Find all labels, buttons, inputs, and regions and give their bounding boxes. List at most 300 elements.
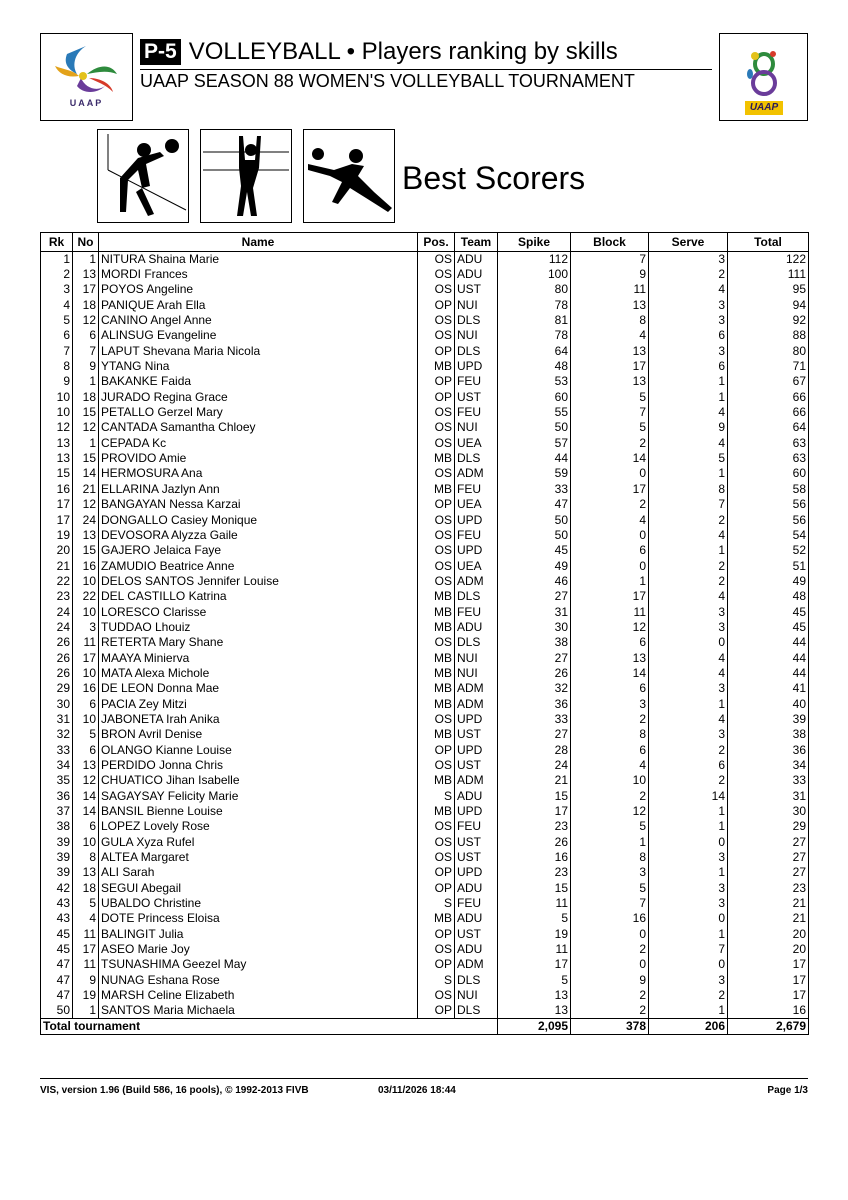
spike-cell: 15 <box>498 789 571 804</box>
position-cell: OP <box>418 298 455 313</box>
rank-cell: 34 <box>41 758 73 773</box>
table-row <box>41 267 809 282</box>
number-cell: 11 <box>73 957 99 972</box>
table-row <box>41 727 809 742</box>
spike-cell: 33 <box>498 482 571 497</box>
table-row <box>41 1003 809 1018</box>
total-cell: 27 <box>728 850 809 865</box>
number-cell: 10 <box>73 666 99 681</box>
player-name-cell: ALI Sarah <box>99 865 418 880</box>
number-cell: 1 <box>73 252 99 267</box>
spike-cell: 81 <box>498 313 571 328</box>
team-cell: UPD <box>455 512 498 527</box>
player-name-cell: GAJERO Jelaica Faye <box>99 543 418 558</box>
team-cell: UPD <box>455 804 498 819</box>
table-row <box>41 666 809 681</box>
position-cell: OS <box>418 835 455 850</box>
team-cell: FEU <box>455 604 498 619</box>
number-cell: 17 <box>73 282 99 297</box>
rank-cell: 45 <box>41 942 73 957</box>
serve-cell: 8 <box>649 482 728 497</box>
spike-cell: 32 <box>498 681 571 696</box>
right-logo-text: UAAP <box>749 102 779 113</box>
total-cell: 49 <box>728 574 809 589</box>
number-cell: 13 <box>73 758 99 773</box>
player-name-cell: ASEO Marie Joy <box>99 942 418 957</box>
team-cell: UST <box>455 727 498 742</box>
table-row <box>41 528 809 543</box>
total-cell: 45 <box>728 620 809 635</box>
block-cell: 12 <box>571 804 649 819</box>
player-name-cell: CANINO Angel Anne <box>99 313 418 328</box>
player-name-cell: DONGALLO Casiey Monique <box>99 512 418 527</box>
volleyball-serve-icon <box>303 129 395 223</box>
table-row <box>41 282 809 297</box>
number-cell: 13 <box>73 267 99 282</box>
totals-serve: 206 <box>649 1019 728 1035</box>
position-cell: OS <box>418 405 455 420</box>
table-row <box>41 543 809 558</box>
number-cell: 12 <box>73 420 99 435</box>
block-cell: 2 <box>571 497 649 512</box>
rank-cell: 26 <box>41 650 73 665</box>
number-cell: 16 <box>73 681 99 696</box>
player-name-cell: TUDDAO Lhouiz <box>99 620 418 635</box>
number-cell: 12 <box>73 313 99 328</box>
table-row <box>41 252 809 267</box>
spike-cell: 38 <box>498 635 571 650</box>
spike-cell: 44 <box>498 451 571 466</box>
team-cell: FEU <box>455 528 498 543</box>
ranking-table-body <box>41 252 809 1019</box>
spike-cell: 23 <box>498 819 571 834</box>
table-row <box>41 436 809 451</box>
serve-cell: 3 <box>649 620 728 635</box>
position-cell: OS <box>418 313 455 328</box>
team-cell: UEA <box>455 558 498 573</box>
spike-cell: 78 <box>498 298 571 313</box>
tournament-subtitle: UAAP SEASON 88 WOMEN'S VOLLEYBALL TOURNAMENT <box>140 71 635 91</box>
total-cell: 20 <box>728 942 809 957</box>
col-header-number: No <box>73 233 99 252</box>
player-name-cell: SAGAYSAY Felicity Marie <box>99 789 418 804</box>
position-cell: OS <box>418 988 455 1003</box>
serve-cell: 3 <box>649 252 728 267</box>
total-cell: 52 <box>728 543 809 558</box>
position-cell: OS <box>418 282 455 297</box>
position-cell: MB <box>418 620 455 635</box>
total-cell: 56 <box>728 497 809 512</box>
rank-cell: 10 <box>41 405 73 420</box>
block-cell: 12 <box>571 620 649 635</box>
team-cell: ADU <box>455 267 498 282</box>
position-cell: MB <box>418 589 455 604</box>
block-cell: 2 <box>571 436 649 451</box>
spike-cell: 24 <box>498 758 571 773</box>
position-cell: OS <box>418 819 455 834</box>
rank-cell: 39 <box>41 865 73 880</box>
block-cell: 6 <box>571 635 649 650</box>
spike-cell: 19 <box>498 927 571 942</box>
table-row <box>41 743 809 758</box>
total-cell: 122 <box>728 252 809 267</box>
serve-cell: 0 <box>649 911 728 926</box>
rank-cell: 7 <box>41 344 73 359</box>
col-header-rank: Rk <box>41 233 73 252</box>
rank-cell: 23 <box>41 589 73 604</box>
serve-cell: 3 <box>649 681 728 696</box>
total-cell: 64 <box>728 420 809 435</box>
team-cell: UST <box>455 850 498 865</box>
position-cell: OP <box>418 865 455 880</box>
position-cell: MB <box>418 604 455 619</box>
block-cell: 10 <box>571 773 649 788</box>
rank-cell: 42 <box>41 881 73 896</box>
team-cell: NUI <box>455 298 498 313</box>
position-cell: OS <box>418 420 455 435</box>
total-cell: 21 <box>728 896 809 911</box>
serve-cell: 4 <box>649 405 728 420</box>
table-header-row <box>41 233 809 252</box>
serve-cell: 1 <box>649 466 728 481</box>
player-name-cell: RETERTA Mary Shane <box>99 635 418 650</box>
player-name-cell: PERDIDO Jonna Chris <box>99 758 418 773</box>
team-cell: UPD <box>455 543 498 558</box>
total-cell: 66 <box>728 390 809 405</box>
block-cell: 2 <box>571 712 649 727</box>
block-cell: 14 <box>571 666 649 681</box>
spike-cell: 31 <box>498 604 571 619</box>
spike-cell: 60 <box>498 390 571 405</box>
spike-cell: 13 <box>498 988 571 1003</box>
rank-cell: 13 <box>41 436 73 451</box>
block-cell: 6 <box>571 743 649 758</box>
number-cell: 14 <box>73 789 99 804</box>
team-cell: DLS <box>455 635 498 650</box>
number-cell: 12 <box>73 773 99 788</box>
totals-label: Total tournament <box>41 1019 498 1035</box>
total-cell: 44 <box>728 650 809 665</box>
player-name-cell: ALTEA Margaret <box>99 850 418 865</box>
number-cell: 1 <box>73 1003 99 1018</box>
number-cell: 7 <box>73 344 99 359</box>
number-cell: 16 <box>73 558 99 573</box>
number-cell: 4 <box>73 911 99 926</box>
table-row <box>41 850 809 865</box>
number-cell: 19 <box>73 988 99 1003</box>
block-cell: 5 <box>571 881 649 896</box>
number-cell: 18 <box>73 390 99 405</box>
rank-cell: 1 <box>41 252 73 267</box>
block-cell: 4 <box>571 758 649 773</box>
rank-cell: 31 <box>41 712 73 727</box>
serve-cell: 9 <box>649 420 728 435</box>
serve-cell: 5 <box>649 451 728 466</box>
rank-cell: 17 <box>41 497 73 512</box>
number-cell: 10 <box>73 604 99 619</box>
block-cell: 5 <box>571 819 649 834</box>
number-cell: 15 <box>73 405 99 420</box>
block-cell: 0 <box>571 558 649 573</box>
block-cell: 9 <box>571 267 649 282</box>
rank-cell: 47 <box>41 957 73 972</box>
serve-cell: 1 <box>649 819 728 834</box>
number-cell: 9 <box>73 973 99 988</box>
spike-cell: 50 <box>498 528 571 543</box>
block-cell: 4 <box>571 512 649 527</box>
serve-cell: 1 <box>649 804 728 819</box>
position-cell: OS <box>418 267 455 282</box>
team-cell: DLS <box>455 313 498 328</box>
player-name-cell: JURADO Regina Grace <box>99 390 418 405</box>
total-cell: 17 <box>728 973 809 988</box>
totals-block: 378 <box>571 1019 649 1035</box>
player-name-cell: NITURA Shaina Marie <box>99 252 418 267</box>
team-cell: UPD <box>455 743 498 758</box>
serve-cell: 3 <box>649 881 728 896</box>
block-cell: 2 <box>571 789 649 804</box>
block-cell: 6 <box>571 681 649 696</box>
totals-spike: 2,095 <box>498 1019 571 1035</box>
player-name-cell: CANTADA Samantha Chloey <box>99 420 418 435</box>
rank-cell: 5 <box>41 313 73 328</box>
team-cell: ADM <box>455 696 498 711</box>
position-cell: OS <box>418 758 455 773</box>
spike-cell: 50 <box>498 420 571 435</box>
spike-cell: 46 <box>498 574 571 589</box>
player-name-cell: PACIA Zey Mitzi <box>99 696 418 711</box>
number-cell: 18 <box>73 881 99 896</box>
team-cell: ADM <box>455 574 498 589</box>
player-name-cell: LORESCO Clarisse <box>99 604 418 619</box>
col-header-position: Pos. <box>418 233 455 252</box>
team-cell: UST <box>455 835 498 850</box>
block-cell: 2 <box>571 942 649 957</box>
total-cell: 45 <box>728 604 809 619</box>
total-cell: 20 <box>728 927 809 942</box>
spike-cell: 28 <box>498 743 571 758</box>
footer-divider <box>40 1078 808 1079</box>
position-cell: OS <box>418 512 455 527</box>
number-cell: 8 <box>73 850 99 865</box>
total-cell: 51 <box>728 558 809 573</box>
position-cell: MB <box>418 773 455 788</box>
player-name-cell: YTANG Nina <box>99 359 418 374</box>
table-row <box>41 819 809 834</box>
col-header-team: Team <box>455 233 498 252</box>
table-row <box>41 512 809 527</box>
block-cell: 17 <box>571 482 649 497</box>
spike-cell: 27 <box>498 589 571 604</box>
player-name-cell: OLANGO Kianne Louise <box>99 743 418 758</box>
number-cell: 14 <box>73 466 99 481</box>
rank-cell: 30 <box>41 696 73 711</box>
spike-cell: 112 <box>498 252 571 267</box>
category-title: Best Scorers <box>402 160 586 196</box>
serve-cell: 0 <box>649 635 728 650</box>
spike-cell: 23 <box>498 865 571 880</box>
position-cell: OP <box>418 374 455 389</box>
player-name-cell: DE LEON Donna Mae <box>99 681 418 696</box>
block-cell: 17 <box>571 359 649 374</box>
serve-cell: 3 <box>649 344 728 359</box>
spike-cell: 11 <box>498 896 571 911</box>
total-cell: 58 <box>728 482 809 497</box>
total-cell: 39 <box>728 712 809 727</box>
team-cell: FEU <box>455 374 498 389</box>
player-name-cell: DELOS SANTOS Jennifer Louise <box>99 574 418 589</box>
table-row <box>41 973 809 988</box>
report-title-line <box>140 35 618 69</box>
spike-cell: 27 <box>498 650 571 665</box>
player-name-cell: DEVOSORA Alyzza Gaile <box>99 528 418 543</box>
total-cell: 31 <box>728 789 809 804</box>
position-cell: OS <box>418 466 455 481</box>
total-cell: 48 <box>728 589 809 604</box>
position-cell: OS <box>418 942 455 957</box>
table-row <box>41 712 809 727</box>
block-cell: 0 <box>571 528 649 543</box>
player-name-cell: BALINGIT Julia <box>99 927 418 942</box>
number-cell: 15 <box>73 451 99 466</box>
spike-cell: 64 <box>498 344 571 359</box>
team-cell: ADU <box>455 789 498 804</box>
rank-cell: 39 <box>41 850 73 865</box>
total-cell: 29 <box>728 819 809 834</box>
volleyball-spike-icon <box>97 129 189 223</box>
player-name-cell: ALINSUG Evangeline <box>99 328 418 343</box>
position-cell: OS <box>418 574 455 589</box>
player-name-cell: PETALLO Gerzel Mary <box>99 405 418 420</box>
rank-cell: 24 <box>41 604 73 619</box>
serve-cell: 1 <box>649 1003 728 1018</box>
total-cell: 36 <box>728 743 809 758</box>
spike-cell: 36 <box>498 696 571 711</box>
team-cell: ADU <box>455 942 498 957</box>
team-cell: DLS <box>455 344 498 359</box>
number-cell: 5 <box>73 727 99 742</box>
table-row <box>41 881 809 896</box>
serve-cell: 3 <box>649 298 728 313</box>
total-cell: 94 <box>728 298 809 313</box>
table-row <box>41 390 809 405</box>
team-cell: NUI <box>455 650 498 665</box>
serve-cell: 2 <box>649 988 728 1003</box>
number-cell: 9 <box>73 359 99 374</box>
table-row <box>41 835 809 850</box>
spike-cell: 49 <box>498 558 571 573</box>
table-row <box>41 604 809 619</box>
total-cell: 56 <box>728 512 809 527</box>
block-cell: 11 <box>571 282 649 297</box>
number-cell: 22 <box>73 589 99 604</box>
col-header-name: Name <box>99 233 418 252</box>
number-cell: 17 <box>73 650 99 665</box>
table-row <box>41 942 809 957</box>
rank-cell: 2 <box>41 267 73 282</box>
spike-cell: 78 <box>498 328 571 343</box>
rank-cell: 47 <box>41 973 73 988</box>
serve-cell: 1 <box>649 543 728 558</box>
volleyball-block-icon <box>200 129 292 223</box>
serve-cell: 2 <box>649 267 728 282</box>
position-cell: OP <box>418 344 455 359</box>
player-name-cell: JABONETA Irah Anika <box>99 712 418 727</box>
serve-cell: 1 <box>649 927 728 942</box>
total-cell: 80 <box>728 344 809 359</box>
total-cell: 33 <box>728 773 809 788</box>
table-row <box>41 405 809 420</box>
block-cell: 8 <box>571 313 649 328</box>
serve-cell: 14 <box>649 789 728 804</box>
player-name-cell: SANTOS Maria Michaela <box>99 1003 418 1018</box>
team-cell: DLS <box>455 589 498 604</box>
rank-cell: 19 <box>41 528 73 543</box>
team-cell: ADU <box>455 911 498 926</box>
block-cell: 0 <box>571 466 649 481</box>
serve-cell: 7 <box>649 497 728 512</box>
number-cell: 15 <box>73 543 99 558</box>
player-name-cell: ELLARINA Jazlyn Ann <box>99 482 418 497</box>
total-cell: 30 <box>728 804 809 819</box>
serve-cell: 3 <box>649 313 728 328</box>
block-cell: 4 <box>571 328 649 343</box>
rank-cell: 43 <box>41 911 73 926</box>
position-cell: OP <box>418 881 455 896</box>
total-cell: 34 <box>728 758 809 773</box>
col-header-block: Block <box>571 233 649 252</box>
player-name-cell: UBALDO Christine <box>99 896 418 911</box>
serve-cell: 1 <box>649 696 728 711</box>
player-name-cell: LAPUT Shevana Maria Nicola <box>99 344 418 359</box>
position-cell: MB <box>418 359 455 374</box>
serve-cell: 2 <box>649 773 728 788</box>
total-cell: 71 <box>728 359 809 374</box>
position-cell: OS <box>418 328 455 343</box>
spike-cell: 47 <box>498 497 571 512</box>
spike-cell: 15 <box>498 881 571 896</box>
block-cell: 3 <box>571 865 649 880</box>
number-cell: 21 <box>73 482 99 497</box>
table-row <box>41 313 809 328</box>
player-name-cell: MAAYA Minierva <box>99 650 418 665</box>
title-divider <box>140 69 712 70</box>
player-name-cell: BRON Avril Denise <box>99 727 418 742</box>
table-row <box>41 758 809 773</box>
number-cell: 6 <box>73 819 99 834</box>
block-cell: 7 <box>571 252 649 267</box>
rank-cell: 26 <box>41 666 73 681</box>
position-cell: MB <box>418 451 455 466</box>
number-cell: 14 <box>73 804 99 819</box>
block-cell: 5 <box>571 390 649 405</box>
number-cell: 3 <box>73 620 99 635</box>
total-cell: 16 <box>728 1003 809 1018</box>
table-row <box>41 451 809 466</box>
block-cell: 7 <box>571 405 649 420</box>
total-cell: 63 <box>728 436 809 451</box>
position-cell: MB <box>418 482 455 497</box>
left-logo-text: UAAP <box>69 98 104 108</box>
spike-cell: 57 <box>498 436 571 451</box>
spike-cell: 80 <box>498 282 571 297</box>
number-cell: 24 <box>73 512 99 527</box>
total-cell: 17 <box>728 988 809 1003</box>
total-cell: 44 <box>728 666 809 681</box>
serve-cell: 2 <box>649 574 728 589</box>
serve-cell: 6 <box>649 328 728 343</box>
total-cell: 95 <box>728 282 809 297</box>
